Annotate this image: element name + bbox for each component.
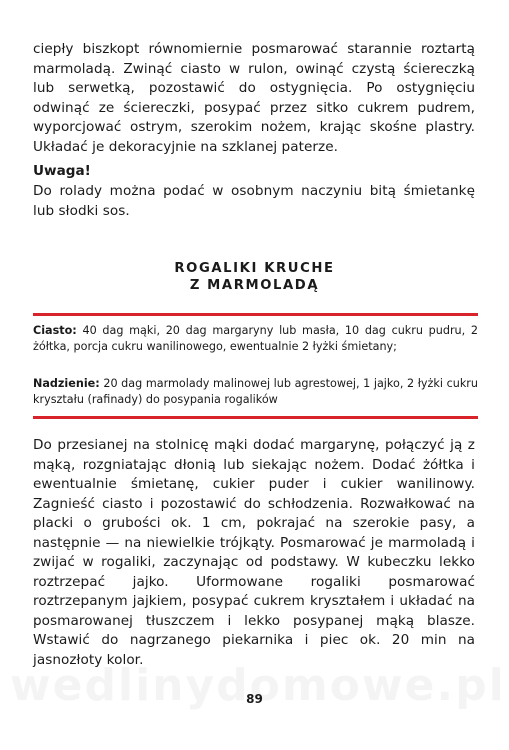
ingredients-top-rule <box>33 313 478 316</box>
recipe-title-line-2: Z MARMOLADĄ <box>189 278 320 293</box>
ingredients-dough-label: Ciasto: <box>33 324 77 337</box>
method-paragraph: Do przesianej na stolnicę mąki dodać margarynę, połączyć ją z mąką, rozgniatając dłonią lub siekając nożem. Dodać żółtka i ewentualnie śmietanę, cukier puder i cukier wanilinowy. Zagnieść ciasto i pozostawić do schłodzenia. Rozwałkować na placki o grubości ok. 1 cm, pokrajać na szerokie pasy, a następnie — na niewielkie trójkąty. Posmarować je marmoladą i zwijać w rogaliki, zaczynając od podstawy. W kubeczku lekko roztrzepać jajko. Uformowane rogaliki posmarować roztrzepanym jajkiem, posypać cukrem kryształem i układać na posmarowanej tłuszczem i lekko posypanej mąką blasze. Wstawić do nagrzanego piekarnika i piec ok. 20 min na jasnozłoty kolor. <box>33 437 475 668</box>
ingredients-filling <box>33 376 478 407</box>
ingredients-dough-text: 40 dag mąki, 20 dag margaryny lub masła, 10 dag cukru pudru, 2 żółtka, porcja cukru wanilinowego, ewentualnie 2 łyżki śmietany; <box>33 324 478 353</box>
note-heading: Uwaga! <box>33 163 91 179</box>
recipe-title-line-1: ROGALIKI KRUCHE <box>174 261 335 276</box>
note-text: Do rolady można podać w osobnym naczyniu bitą śmietankę lub słodki sos. <box>33 183 475 219</box>
intro-paragraph: ciepły biszkopt równomiernie posmarować starannie roztartą marmoladą. Zwinąć ciasto w rulon, owinąć czystą ściereczką lub serwetką, pozostawić do ostygnięcia. Po ostygnięciu odwinąć ze ściereczki, posypać przez sitko cukrem pudrem, wyporcjować ostrym, szerokim nożem, krając skośne plastry. Układać je dekoracyjnie na szklanej paterze. <box>33 41 475 155</box>
ingredients-dough <box>33 323 478 354</box>
ingredients-bottom-rule <box>33 416 478 419</box>
ingredients-filling-text: 20 dag marmolady malinowej lub agrestowej, 1 jajko, 2 łyżki cukru kryształu (rafinady) do posypania rogalików <box>33 377 478 406</box>
page-number: 89 <box>246 692 263 706</box>
ingredients-filling-label: Nadzienie: <box>33 377 100 390</box>
